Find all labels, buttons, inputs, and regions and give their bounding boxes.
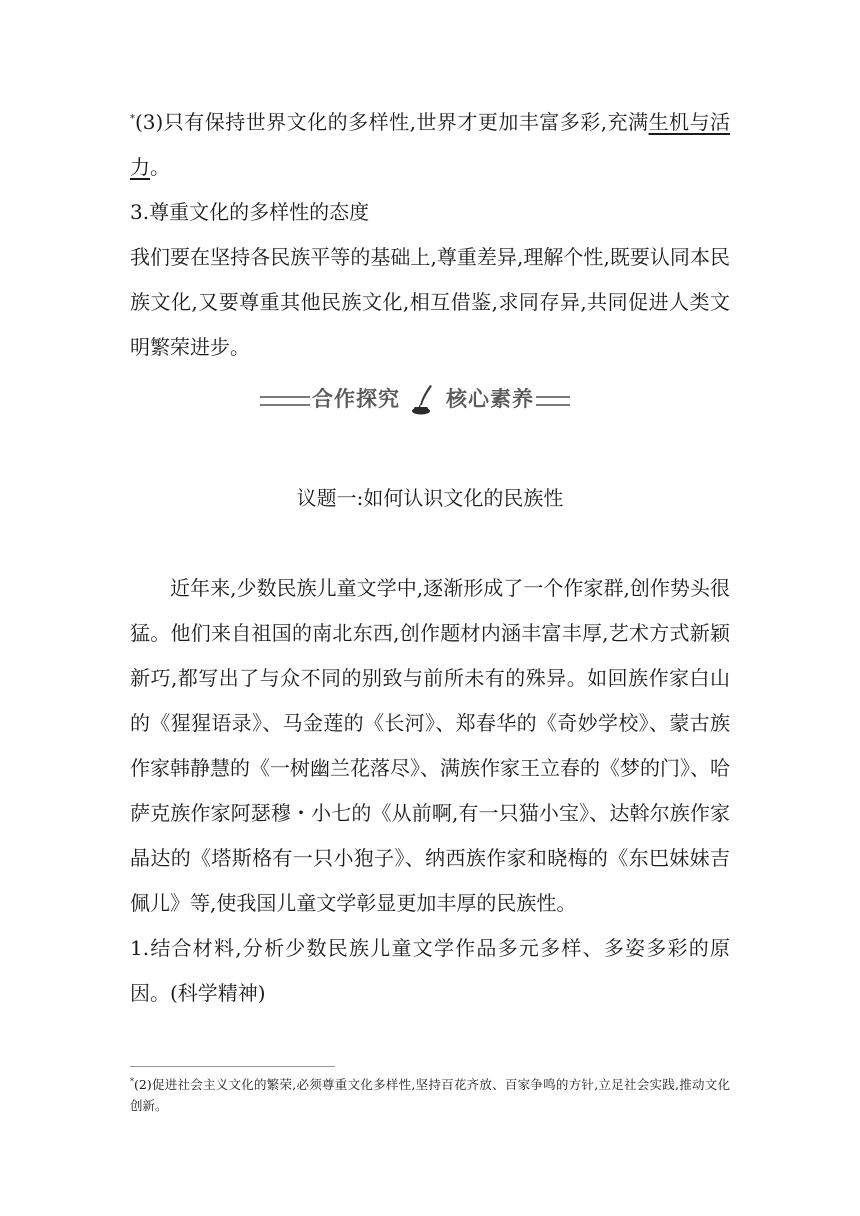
- section-3-body: 我们要在坚持各民族平等的基础上,尊重差异,理解个性,既要认同本民族文化,又要尊重其他民族文化,相互借鉴,求同存异,共同促进人类文明繁荣进步。: [130, 245, 730, 359]
- point-3-underlined-text: 生机与活力: [130, 110, 731, 179]
- footnote-marker: *: [130, 1076, 134, 1086]
- banner-right-label: 核心素养: [444, 379, 536, 419]
- section-3-heading: 3.尊重文化的多样性的态度: [130, 200, 370, 224]
- footnote-marker: *: [130, 113, 135, 125]
- point-3-paragraph: [130, 100, 730, 190]
- spacer: [130, 521, 730, 566]
- footnote-divider: [130, 1066, 335, 1067]
- footnote: [130, 1074, 730, 1116]
- footnote-text: (2)促进社会主义文化的繁荣,必须尊重文化多样性,坚持百花齐放、百家争鸣的方针,立足社会实践,推动文化创新。: [130, 1077, 730, 1113]
- quill-inkpot-icon: [408, 383, 438, 415]
- question-1: 1.结合材料,分析少数民族儿童文学作品多元多样、多姿多彩的原因。(科学精神): [130, 936, 730, 1005]
- topic-title: 议题一:如何认识文化的民族性: [296, 486, 564, 510]
- banner-label-group: [310, 379, 536, 419]
- main-content: [130, 100, 730, 1016]
- point-3-period: 。: [150, 155, 170, 179]
- point-3-text: (3)只有保持世界文化的多样性,世界才更加丰富多彩,充满: [135, 110, 649, 134]
- cooperative-inquiry-banner: [130, 376, 730, 436]
- topic-material-paragraph: 近年来,少数民族儿童文学中,逐渐形成了一个作家群,创作势头很猛。他们来自祖国的南北东西,创作题材内涵丰富丰厚,艺术方式新颖新巧,都写出了与众不同的别致与前所未有的殊异。如回族作家白山的《猩猩语录》、马金莲的《长河》、郑春华的《奇妙学校》、蒙古族作家韩静慧的《一树幽兰花落尽》、满族作家王立春的《梦的门》、哈萨克族作家阿瑟穆・小七的《从前啊,有一只猫小宝》、达斡尔族作家晶达的《塔斯格有一只小狍子》、纳西族作家和晓梅的《东巴妹妹吉佩儿》等,使我国儿童文学彰显更加丰厚的民族性。: [130, 576, 730, 915]
- banner-left-label: 合作探究: [310, 379, 402, 419]
